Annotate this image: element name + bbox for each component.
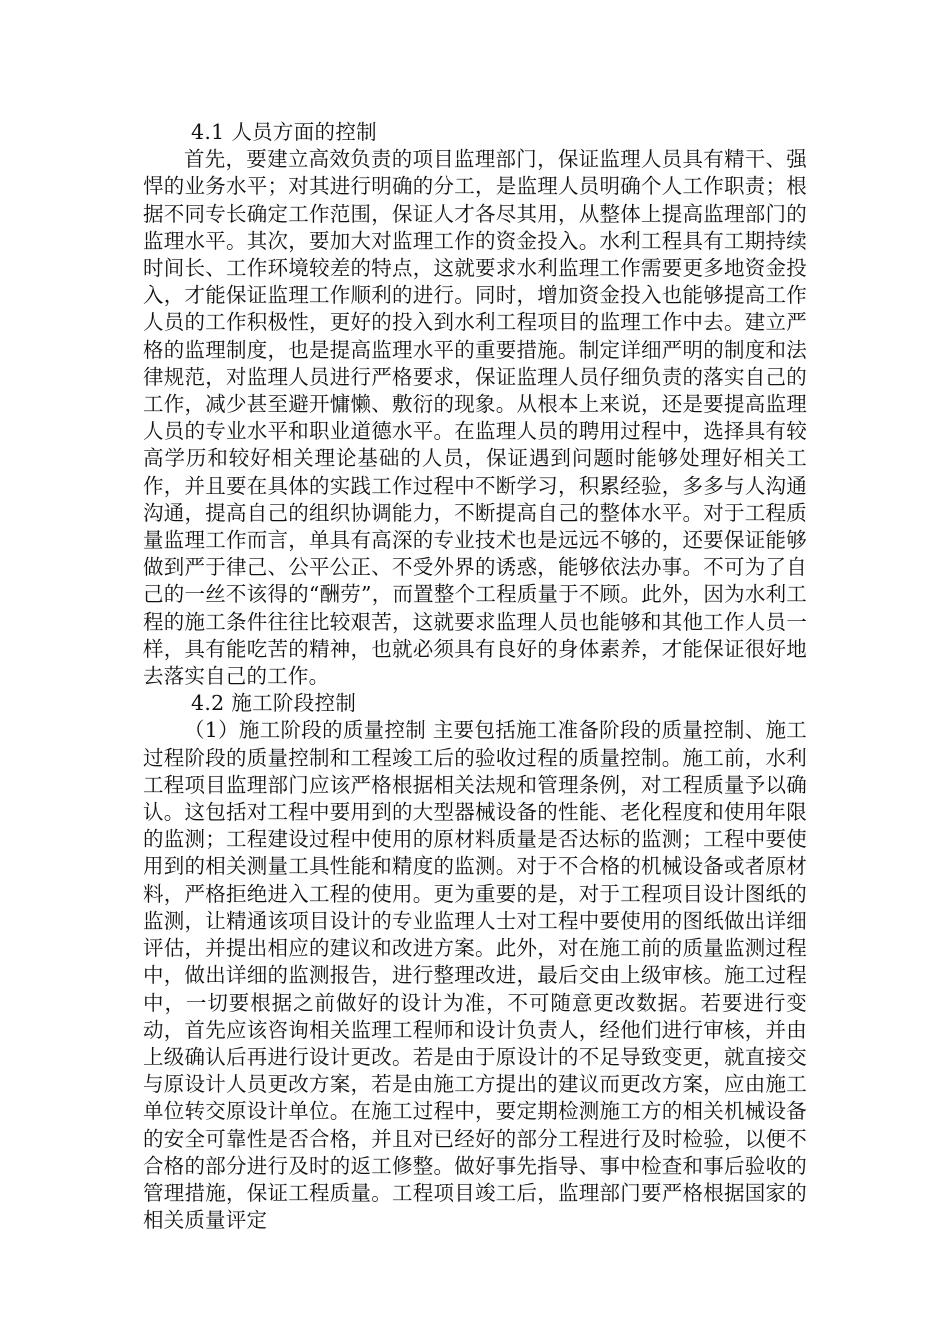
document-page <box>143 119 807 1234</box>
section-paragraph-4-1: 首先，要建立高效负责的项目监理部门，保证监理人员具有精干、强悍的业务水平；对其进行明确的分工，是监理人员明确个人工作职责；根据不同专长确定工作范围，保证人才各尽其用，从整体上提高监理部门的监理水平。其次，要加大对监理工作的资金投入。水利工程具有工期持续时间长、工作环境较差的特点，这就要求水利监理工作需要更多地资金投入，才能保证监理工作顺利的进行。同时，增加资金投入也能够提高工作人员的工作积极性，更好的投入到水利工程项目的监理工作中去。建立严格的监理制度，也是提高监理水平的重要措施。制定详细严明的制度和法律规范，对监理人员进行严格要求，保证监理人员仔细负责的落实自己的工作，减少甚至避开慵懒、敷衍的现象。从根本上来说，还是要提高监理人员的专业水平和职业道德水平。在监理人员的聘用过程中，选择具有较高学历和较好相关理论基础的人员，保证遇到问题时能够处理好相关工作，并且要在具体的实践工作过程中不断学习，积累经验，多多与人沟通沟通，提高自己的组织协调能力，不断提高自己的整体水平。对于工程质量监理工作而言，单具有高深的专业技术也是远远不够的，还要保证能够做到严于律己、公平公正、不受外界的诱惑，能够依法办事。不可为了自己的一丝不该得的“酬劳”，而置整个工程质量于不顾。此外，因为水利工程的施工条件往往比较艰苦，这就要求监理人员也能够和其他工作人员一样，具有能吃苦的精神，也就必须具有良好的身体素养，才能保证很好地去落实自己的工作。 <box>143 147 807 689</box>
section-heading-4-1: 4.1 人员方面的控制 <box>191 120 377 144</box>
section-paragraph-4-2: （1）施工阶段的质量控制 主要包括施工准备阶段的质量控制、施工过程阶段的质量控制和工程竣工后的验收过程的质量控制。施工前，水利工程项目监理部门应该严格根据相关法规和管理条例，对工程质量予以确认。这包括对工程中要用到的大型器械设备的性能、老化程度和使用年限的监测；工程建设过程中使用的原材料质量是否达标的监测；工程中要使用到的相关测量工具性能和精度的监测。对于不合格的机械设备或者原材料，严格拒绝进入工程的使用。更为重要的是，对于工程项目设计图纸的监测，让精通该项目设计的专业监理人士对工程中要使用的图纸做出详细评估，并提出相应的建议和改进方案。此外，对在施工前的质量监测过程中，做出详细的监测报告，进行整理改进，最后交由上级审核。施工过程中，一切要根据之前做好的设计为准，不可随意更改数据。若要进行变动，首先应该咨询相关监理工程师和设计负责人，经他们进行审核，并由上级确认后再进行设计更改。若是由于原设计的不足导致变更，就直接交与原设计人员更改方案，若是由施工方提出的建议而更改方案，应由施工单位转交原设计单位。在施工过程中，要定期检测施工方的相关机械设备的安全可靠性是否合格，并且对已经好的部分工程进行及时检验，以便不合格的部分进行及时的返工修整。做好事先指导、事中检查和事后验收的管理措施，保证工程质量。工程项目竣工后，监理部门要严格根据国家的相关质量评定 <box>143 718 807 1233</box>
section-heading-4-2: 4.2 施工阶段控制 <box>191 691 357 716</box>
